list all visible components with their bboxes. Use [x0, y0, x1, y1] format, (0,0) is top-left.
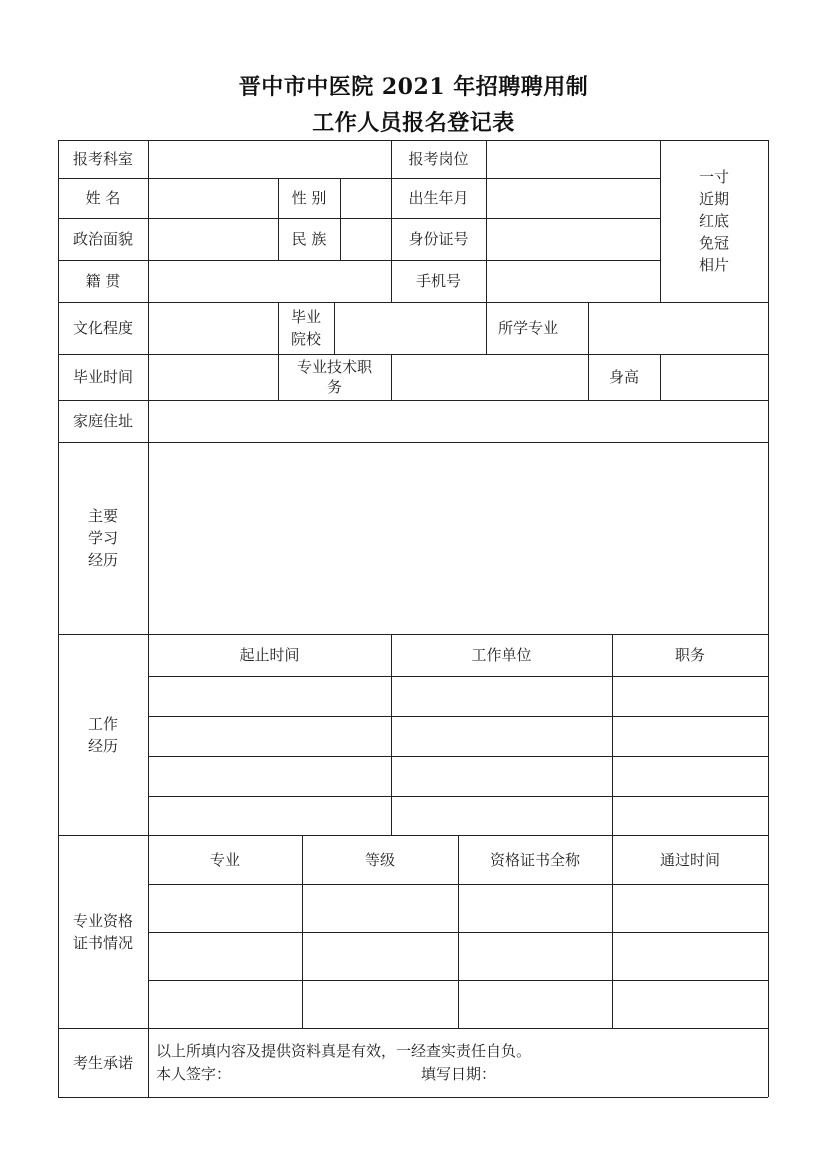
- cert-row-2-level[interactable]: [303, 933, 457, 979]
- cert-row-1-passed-date[interactable]: [613, 885, 767, 931]
- label-gender: 性 别: [291, 189, 327, 207]
- work-header-period: 起止时间: [239, 646, 300, 664]
- label-study-line3: 经历: [87, 551, 118, 569]
- photo-instruction-line4: 免冠: [698, 234, 729, 252]
- cert-header-level: 等级: [364, 850, 395, 869]
- work-row-2-employer[interactable]: [392, 717, 611, 755]
- label-school: [278, 302, 334, 354]
- label-grad-time: 毕业时间: [72, 368, 133, 386]
- prof-title-field[interactable]: [392, 355, 587, 399]
- cert-header-major: 专业: [209, 850, 240, 869]
- work-row-3-period[interactable]: [149, 757, 390, 795]
- ethnicity-field[interactable]: [341, 219, 390, 259]
- label-study-line1: 主要: [87, 507, 118, 525]
- fill-date-field[interactable]: [500, 1063, 700, 1085]
- label-ethnicity: 民 族: [291, 230, 327, 248]
- label-phone: 手机号: [415, 272, 461, 290]
- position-field[interactable]: [487, 141, 659, 177]
- label-study-line2: 学习: [87, 529, 118, 547]
- label-origin: 籍 贯: [85, 272, 121, 290]
- label-study-history: [58, 442, 148, 634]
- address-field[interactable]: [149, 401, 767, 441]
- origin-field[interactable]: [149, 261, 390, 301]
- cert-row-3-level[interactable]: [303, 981, 457, 1027]
- cert-row-1-major[interactable]: [149, 885, 301, 931]
- education-field[interactable]: [149, 303, 277, 353]
- work-header-duty: 职务: [674, 646, 705, 664]
- form-title-line2: 工作人员报名登记表: [312, 110, 515, 136]
- photo-instruction-line1: 一寸: [698, 168, 729, 186]
- photo-instruction-line3: 红底: [698, 212, 729, 230]
- grad-time-field[interactable]: [149, 355, 277, 399]
- label-birth: 出生年月: [408, 189, 469, 207]
- label-major: 所学专业: [497, 319, 558, 337]
- cert-row-2-passed-date[interactable]: [613, 933, 767, 979]
- name-field[interactable]: [149, 179, 277, 217]
- pledge-statement: 以上所填内容及提供资料真是有效，一经查实责任自负。: [156, 1042, 532, 1060]
- id-no-field[interactable]: [487, 219, 659, 259]
- label-prof-title: [278, 354, 391, 400]
- fill-date-label: 填写日期：: [421, 1065, 497, 1083]
- label-work-history: [58, 634, 148, 835]
- cert-row-2-major[interactable]: [149, 933, 301, 979]
- label-address: 家庭住址: [72, 412, 133, 430]
- work-row-4-period[interactable]: [149, 797, 390, 834]
- label-work-line2: 经历: [87, 736, 118, 755]
- cert-row-3-major[interactable]: [149, 981, 301, 1027]
- politics-field[interactable]: [149, 219, 277, 259]
- label-id-no: 身份证号: [408, 230, 469, 248]
- label-prof-title-line2: 务: [326, 378, 342, 396]
- work-row-4-duty[interactable]: [613, 797, 767, 834]
- study-history-field[interactable]: [149, 443, 767, 633]
- work-row-3-duty[interactable]: [613, 757, 767, 795]
- work-row-4-employer[interactable]: [392, 797, 611, 834]
- school-field[interactable]: [335, 303, 485, 353]
- label-cert-line1: 专业资格: [72, 911, 133, 930]
- label-height: 身高: [608, 368, 639, 386]
- label-work-line1: 工作: [87, 714, 118, 733]
- label-certificates: [58, 835, 148, 1028]
- work-row-1-duty[interactable]: [613, 677, 767, 715]
- work-header-employer: 工作单位: [471, 646, 532, 664]
- cert-row-1-fullname[interactable]: [459, 885, 611, 931]
- height-field[interactable]: [661, 355, 767, 399]
- photo-box[interactable]: [660, 140, 768, 302]
- label-pledge: 考生承诺: [72, 1053, 133, 1072]
- work-row-2-period[interactable]: [149, 717, 390, 755]
- label-education: 文化程度: [72, 319, 133, 337]
- label-position: 报考岗位: [408, 150, 469, 168]
- work-row-2-duty[interactable]: [613, 717, 767, 755]
- gender-field[interactable]: [341, 179, 390, 217]
- work-row-1-employer[interactable]: [392, 677, 611, 715]
- row-divider: [58, 1028, 768, 1029]
- form-title-line1: 晋中市中医院 2021 年招聘聘用制: [238, 74, 589, 100]
- cert-header-fullname: 资格证书全称: [489, 850, 580, 869]
- cert-row-2-fullname[interactable]: [459, 933, 611, 979]
- cert-header-passed-date: 通过时间: [659, 850, 720, 869]
- photo-instruction-line2: 近期: [698, 190, 729, 208]
- label-politics: 政治面貌: [72, 230, 133, 248]
- dept-field[interactable]: [149, 141, 390, 177]
- major-field[interactable]: [589, 303, 767, 353]
- label-school-line1: 毕业: [290, 308, 321, 326]
- label-prof-title-line1: 专业技术职: [296, 358, 372, 376]
- signature-label: 本人签字：: [156, 1065, 232, 1083]
- table-bottom-border: [58, 1097, 768, 1098]
- label-school-line2: 院校: [290, 330, 321, 348]
- cert-row-1-level[interactable]: [303, 885, 457, 931]
- table-right-border: [768, 140, 769, 1097]
- label-dept: 报考科室: [72, 150, 133, 168]
- photo-instruction-line5: 相片: [698, 256, 729, 274]
- cert-row-3-passed-date[interactable]: [613, 981, 767, 1027]
- birth-field[interactable]: [487, 179, 659, 217]
- work-row-3-employer[interactable]: [392, 757, 611, 795]
- phone-field[interactable]: [487, 261, 659, 301]
- cert-row-3-fullname[interactable]: [459, 981, 611, 1027]
- signature-field[interactable]: [240, 1063, 410, 1085]
- label-cert-line2: 证书情况: [72, 933, 133, 952]
- label-name: 姓 名: [85, 189, 121, 207]
- work-row-1-period[interactable]: [149, 677, 390, 715]
